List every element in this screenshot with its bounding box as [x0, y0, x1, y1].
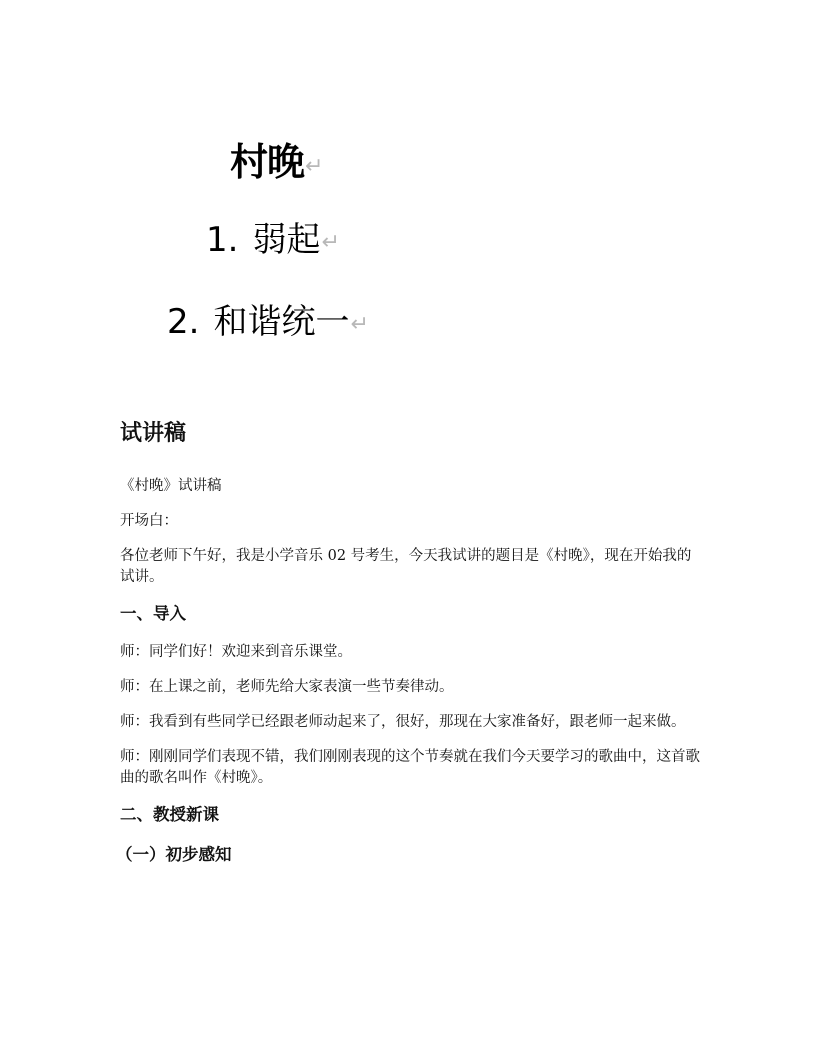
return-mark-icon: ↵: [305, 154, 323, 179]
section-2-title: 二、教授新课: [120, 805, 219, 824]
return-mark-icon: ↵: [350, 312, 369, 337]
opening-label: 开场白：: [120, 513, 178, 529]
image-item-number: 2.: [167, 302, 200, 342]
image-title-text: 村晚: [230, 140, 305, 184]
document-heading: 试讲稿: [120, 421, 187, 446]
pasted-heading-image: [150, 125, 450, 365]
section-1-title: 一、导入: [120, 604, 186, 623]
paragraph: 师：刚刚同学们表现不错，我们刚刚表现的这个节奏就在我们今天要学习的歌曲中，这首歌曲的歌名叫作《村晚》。: [120, 749, 700, 786]
paragraph: 师：同学们好！欢迎来到音乐课堂。: [120, 644, 352, 660]
paragraph: 师：在上课之前，老师先给大家表演一些节奏律动。: [120, 679, 454, 695]
image-title: [230, 140, 323, 184]
image-item-1: [206, 220, 340, 260]
opening-text: 各位老师下午好，我是小学音乐 02 号考生，今天我试讲的题目是《村晚》，现在开始我的试讲。: [120, 548, 692, 585]
image-item-text: 弱起: [252, 220, 321, 260]
image-item-2: [167, 302, 369, 342]
return-mark-icon: ↵: [321, 230, 340, 255]
document-body: [116, 418, 700, 867]
paragraph: 师：我看到有些同学已经跟老师动起来了，很好，那现在大家准备好，跟老师一起来做。: [120, 714, 686, 730]
image-item-number: 1.: [206, 220, 239, 260]
document-subtitle: 《村晚》试讲稿: [120, 478, 222, 494]
subsection-title: （一）初步感知: [116, 845, 232, 864]
image-item-text: 和谐统一: [213, 302, 350, 342]
